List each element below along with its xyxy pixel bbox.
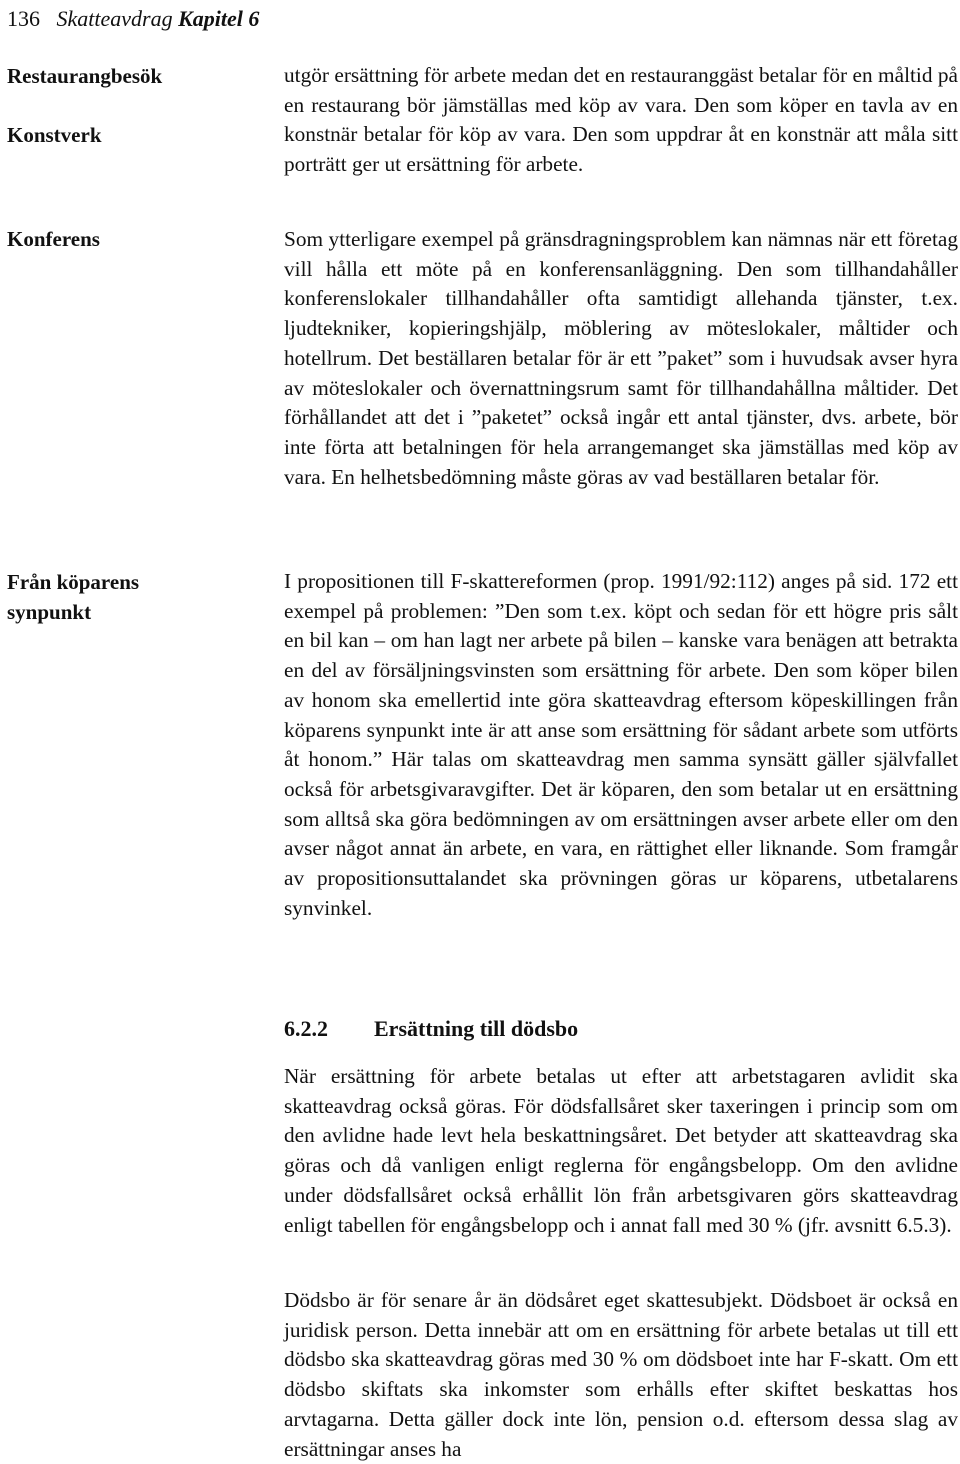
paragraph-ersattning-efter-dodsfall: När ersättning för arbete betalas ut efter att arbetstagaren avlidit ska skatteavdrag också göras. För dödsfallsåret sker taxeringen i princip som om den avlidne hade levt hela beskattningsåret. Det betyder att skatteavdrag ska göras och då vanligen enligt reglerna för engångsbelopp. Om den avlidne under dödsfallsåret också erhållit lön från arbetsgivaren görs skatteavdrag enligt tabellen för engångsbelopp och i annat fall med 30 % (jfr. avsnitt 6.5.3).: [284, 1064, 958, 1237]
page-number: 136: [7, 6, 40, 31]
paragraph-konferens: Som ytterligare exempel på gränsdragningsproblem kan nämnas när ett företag vill hålla ett möte på en konferensanläggning. Den som tillhandahåller konferenslokaler tillhandahåller ofta samtidigt allehanda tjänster, t.ex. ljudtekniker, kopieringshjälp, möblering av möteslokaler, måltider och hotellrum. Det beställaren betalar för är ett ”paket” som i huvudsak avser hyra av möteslokaler och övernattningsrum samt för tillhandahållna måltider. Det förhållandet att det i ”paketet” också ingår ett antal tjänster, dvs. arbete, bör inte förta att betalningen för hela arrangemanget ska jämställas med köp av vara. En helhetsbedömning måste göras av vad beställaren betalar för.: [284, 227, 958, 489]
section-title: Ersättning till dödsbo: [374, 1016, 579, 1041]
paragraph-dodsbo: Dödsbo är för senare år än dödsåret eget skattesubjekt. Dödsboet är också en juridisk person. Detta innebär att om en ersättning för arbete betalas ut till ett dödsbo ska skatteavdrag göras med 30 % om dödsboet inte har F-skatt. Om ett dödsbo skiftats ska inkomster som erhålls efter skiftet beskattas hos arvtagarna. Detta gäller dock inte lön, pension o.d. eftersom dessa slag av ersättningar anses ha: [284, 1288, 958, 1461]
section-number: 6.2.2: [284, 1016, 328, 1041]
running-title: Skatteavdrag Kapitel 6: [56, 6, 260, 31]
paragraph-restaurang-konstverk: utgör ersättning för arbete medan det en restauranggäst betalar för en måltid på en restaurang bör jämställas med köp av vara. Den som köper en tavla av en konstnär betalar för köp av vara. Den som uppdrar åt en konstnär att måla sitt porträtt ger ut ersättning för arbete.: [284, 63, 958, 177]
section-heading: [284, 1013, 578, 1045]
paragraph-fran-koparens-synpunkt: I propositionen till F-skattereformen (prop. 1991/92:112) anges på sid. 172 ett exempel på problemen: ”Den som t.ex. köpt och sedan för ett högre pris sålt en bil kan – om han lagt ner arbete på bilen – kanske vara benägen att betrakta en del av försäljningsvinsten som ersättning för arbete. Den som köper bilen av honom ska emellertid inte göra skatteavdrag eftersom köpeskillingen från köparens synpunkt inte är att anse som ersättning för sådant arbete som utförts åt honom.” Här talas om skatteavdrag men samma synsätt gäller självfallet också för arbetsgivaravgifter. Det är köparen, den som betalar ut en ersättning som alltså ska göra bedömningen av om ersättningen avser arbete eller om den avser något annat än arbete, en vara, en rättighet eller liknande. Som framgår av propositionsuttalandet ska prövningen göras ur köparens, utbetalarens synvinkel.: [284, 569, 958, 920]
margin-label-konferens: Konferens: [7, 227, 100, 251]
margin-label-konstverk: Konstverk: [7, 123, 102, 147]
margin-label-restaurangbesok: Restaurangbesök: [7, 64, 163, 88]
chapter-label: Kapitel 6: [178, 6, 260, 31]
margin-label-fran-koparens-synpunkt: Från köparens synpunkt: [7, 570, 140, 624]
running-header: [7, 4, 259, 34]
